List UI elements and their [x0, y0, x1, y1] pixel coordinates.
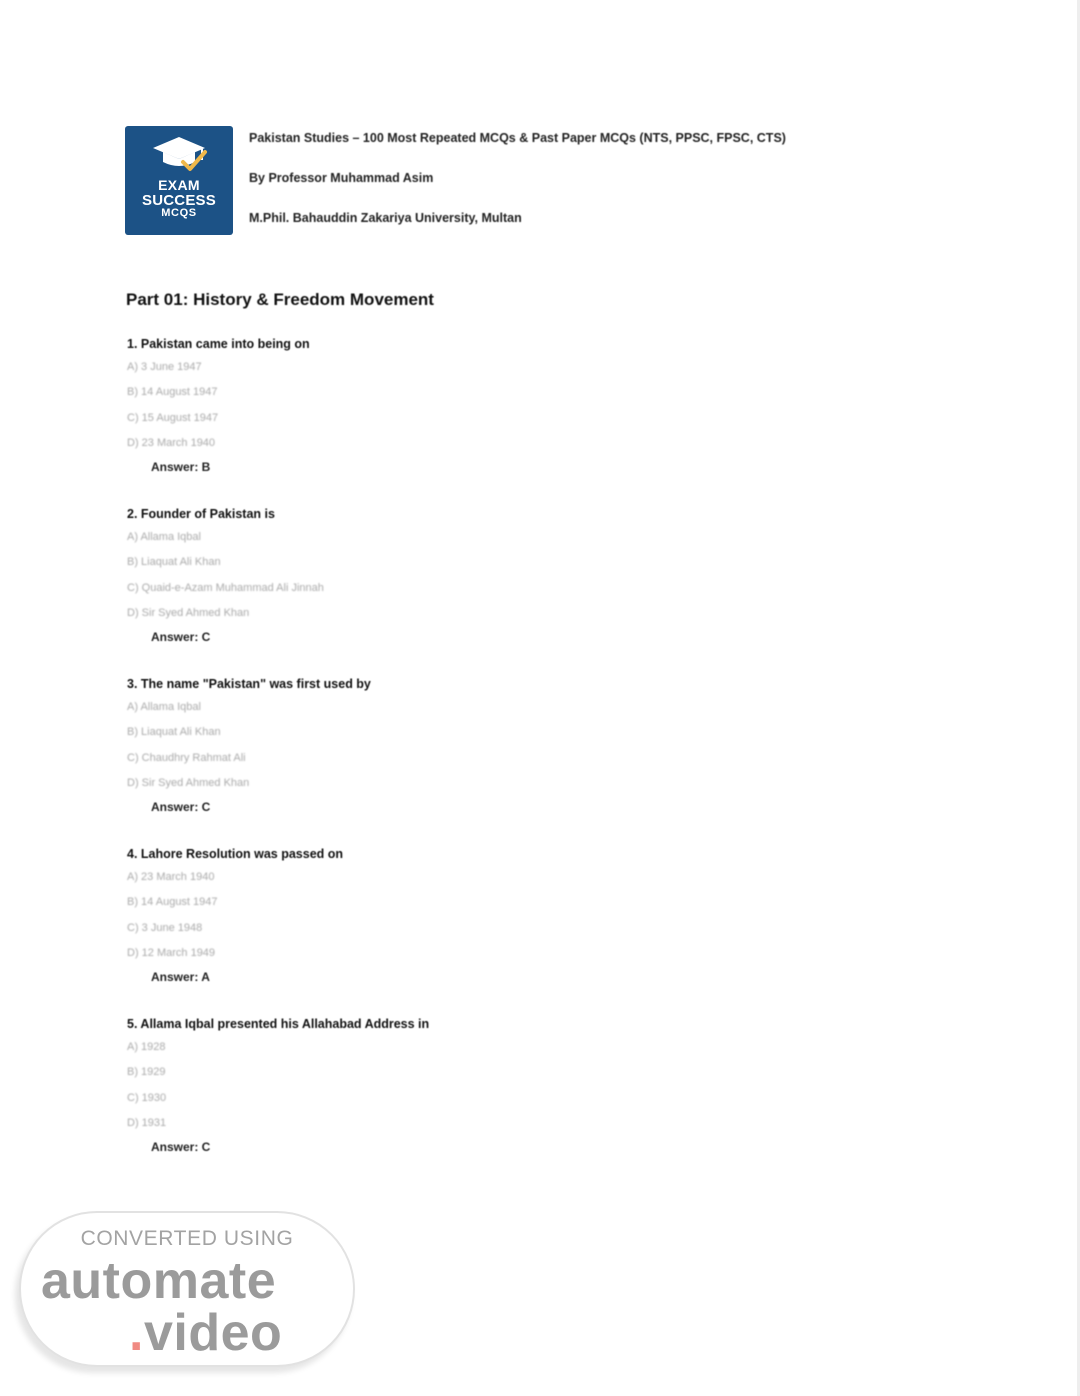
- option-c: C) Chaudhry Rahmat Ali: [127, 752, 246, 764]
- option-d: D) 1931: [127, 1117, 167, 1129]
- question-title: 3. The name "Pakistan" was first used by: [127, 677, 371, 691]
- option-a: A) Allama Iqbal: [127, 701, 201, 713]
- option-c: C) 15 August 1947: [127, 412, 219, 424]
- logo-text-success: SUCCESS: [142, 192, 216, 209]
- option-d: D) Sir Syed Ahmed Khan: [127, 777, 250, 789]
- logo-text-mcqs: MCQS: [161, 207, 197, 219]
- exam-success-logo: [125, 126, 233, 235]
- answer-text: Answer: A: [151, 970, 210, 984]
- answer-text: Answer: C: [151, 1140, 211, 1154]
- question-title: 4. Lahore Resolution was passed on: [127, 847, 344, 861]
- option-b: B) 14 August 1947: [127, 386, 218, 398]
- answer-text: Answer: C: [151, 630, 211, 644]
- part-title: Part 01: History & Freedom Movement: [126, 290, 434, 309]
- document-title: Pakistan Studies – 100 Most Repeated MCQs & Past Paper MCQs (NTS, PPSC, FPSC, CTS): [249, 131, 786, 145]
- option-d: D) 23 March 1940: [127, 437, 216, 449]
- option-d: D) Sir Syed Ahmed Khan: [127, 607, 250, 619]
- watermark-brand-automate: automate: [41, 1252, 277, 1310]
- option-a: A) 1928: [127, 1041, 166, 1053]
- document-affiliation: M.Phil. Bahauddin Zakariya University, Multan: [249, 211, 522, 225]
- document-author: By Professor Muhammad Asim: [249, 171, 434, 185]
- graduation-cap-check-icon: [149, 134, 209, 176]
- option-c: C) 1930: [127, 1092, 167, 1104]
- watermark-brand-video: [129, 1303, 282, 1363]
- option-b: B) Liaquat Ali Khan: [127, 556, 221, 568]
- question-title: 1. Pakistan came into being on: [127, 337, 310, 351]
- question-title: 2. Founder of Pakistan is: [127, 507, 275, 521]
- watermark-caption: CONVERTED USING: [80, 1227, 294, 1250]
- watermark-video-text: video: [143, 1304, 283, 1362]
- answer-text: Answer: B: [151, 460, 211, 474]
- option-d: D) 12 March 1949: [127, 947, 216, 959]
- option-a: A) 23 March 1940: [127, 871, 215, 883]
- option-b: B) Liaquat Ali Khan: [127, 726, 221, 738]
- logo-text-exam: EXAM: [158, 177, 200, 193]
- watermark-badge: [19, 1211, 355, 1367]
- question-title: 5. Allama Iqbal presented his Allahabad Address in: [127, 1017, 430, 1031]
- option-a: A) Allama Iqbal: [127, 531, 201, 543]
- option-a: A) 3 June 1947: [127, 361, 202, 373]
- option-c: C) 3 June 1948: [127, 922, 203, 934]
- answer-text: Answer: C: [151, 800, 211, 814]
- option-b: B) 14 August 1947: [127, 896, 218, 908]
- option-b: B) 1929: [127, 1066, 166, 1078]
- watermark-dot: .: [129, 1304, 144, 1362]
- option-c: C) Quaid-e-Azam Muhammad Ali Jinnah: [127, 582, 324, 594]
